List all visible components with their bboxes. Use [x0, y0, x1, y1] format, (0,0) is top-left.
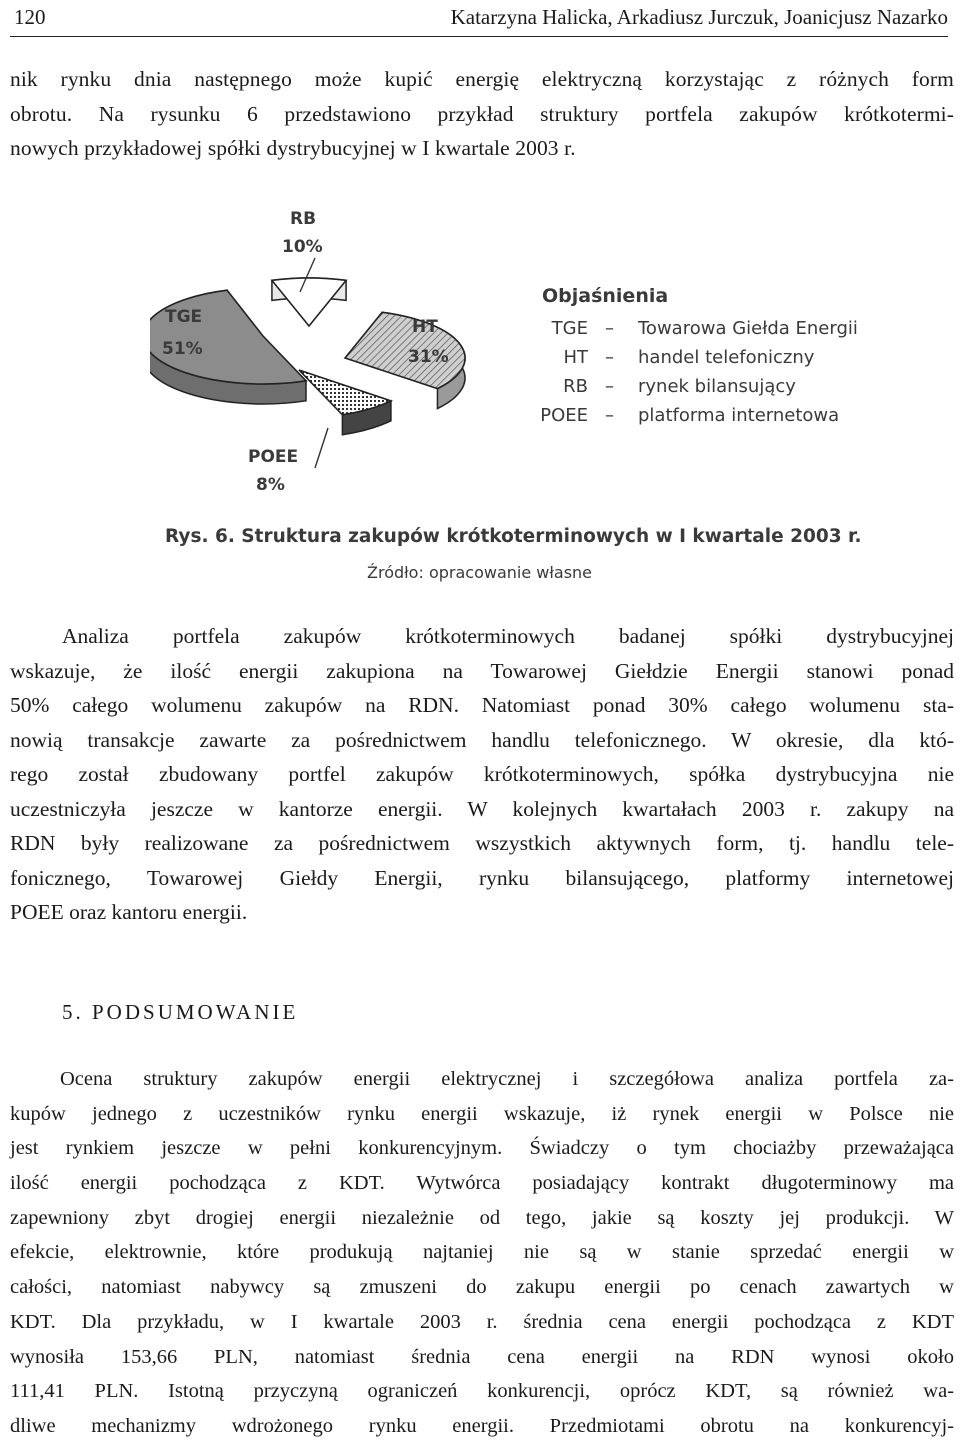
figure-source: Źródło: opracowanie własne	[367, 563, 593, 582]
figure-pie-chart	[150, 192, 910, 592]
legend-dash-ht: –	[605, 347, 614, 368]
legend-code-poee: POEE	[540, 405, 588, 426]
pie-label-poee: POEE	[248, 447, 299, 467]
legend-dash-tge: –	[605, 318, 614, 339]
paragraph-summary	[10, 1062, 954, 1444]
legend-dash-poee: –	[605, 405, 614, 426]
text-line: jest rynkiem jeszcze w pełni konkurencyjnym. Świadczy o tym chociażby przeważająca	[10, 1137, 954, 1160]
section-heading: 5. PODSUMOWANIE	[62, 1000, 299, 1024]
pie-label-rb: RB	[290, 209, 317, 229]
running-head-authors: Katarzyna Halicka, Arkadiusz Jurczuk, Joanicjusz Nazarko	[450, 5, 948, 29]
pie-chart-svg	[150, 192, 910, 592]
text-line: Ocena struktury zakupów energii elektrycznej i szczegółowa analiza portfela za-	[60, 1068, 954, 1090]
pie-label-ht: HT	[412, 317, 438, 337]
text-line: rego został zbudowany portfel zakupów krótkoterminowych, spółka dystrybucyjna nie	[10, 762, 954, 786]
text-line: obrotu. Na rysunku 6 przedstawiono przykład struktury portfela zakupów krótkotermi-	[10, 101, 954, 126]
text-line: całości, natomiast nabywcy są zmuszeni do zakupu energii po cenach zawartych w	[10, 1276, 954, 1299]
legend-title: Objaśnienia	[542, 285, 669, 307]
legend-dash-rb: –	[605, 376, 614, 397]
legend-desc-rb: rynek bilansujący	[638, 376, 796, 397]
legend-code-tge: TGE	[551, 318, 588, 339]
text-line: nowych przykładowej spółki dystrybucyjnej w I kwartale 2003 r.	[10, 136, 576, 160]
pie-label-tge: TGE	[165, 307, 203, 327]
legend-code-ht: HT	[563, 347, 588, 368]
text-line: uczestniczyła jeszcze w kantorze energii. W kolejnych kwartałach 2003 r. zakupy na	[10, 796, 954, 821]
paragraph-analysis	[10, 619, 954, 930]
text-line: 50% całego wolumenu zakupów na RDN. Natomiast ponad 30% całego wolumenu sta-	[10, 693, 954, 717]
text-line: fonicznego, Towarowej Giełdy Energii, rynku bilansującego, platformy internetowej	[10, 865, 954, 890]
legend-desc-poee: platforma internetowa	[638, 405, 840, 426]
pie-value-tge: 51%	[162, 339, 203, 359]
text-line: 111,41 PLN. Istotną przyczyną ograniczeń konkurencji, oprócz KDT, są również wa-	[10, 1380, 954, 1403]
text-line: zapewniony zbyt drogiej energii niezależnie od tego, jakie są koszty jej produkcji. W	[10, 1206, 954, 1229]
legend-desc-tge: Towarowa Giełda Energii	[638, 318, 858, 339]
text-line: Analiza portfela zakupów krótkoterminowych badanej spółki dystrybucyjnej	[62, 624, 954, 648]
text-line: efekcie, elektrownie, które produkują najtaniej nie są w stanie sprzedać energii w	[10, 1241, 954, 1264]
text-line: RDN były realizowane za pośrednictwem wszystkich aktywnych form, tj. handlu tele-	[10, 831, 954, 855]
text-line: kupów jednego z uczestników rynku energii wskazuje, iż rynek energii w Polsce nie	[10, 1102, 954, 1125]
legend-desc-ht: handel telefoniczny	[638, 347, 815, 368]
legend-code-rb: RB	[563, 376, 588, 397]
text-line: nik rynku dnia następnego może kupić energię elektryczną korzystając z różnych form	[10, 67, 954, 91]
text-line: KDT. Dla przykładu, w I kwartale 2003 r. średnia cena energii pochodząca z KDT	[10, 1310, 954, 1333]
text-line: ilość energii pochodząca z KDT. Wytwórca posiadający kontrakt długoterminowy ma	[10, 1172, 954, 1195]
pie-value-poee: 8%	[256, 475, 285, 495]
paragraph-intro	[10, 62, 954, 166]
figure-caption: Rys. 6. Struktura zakupów krótkoterminowych w I kwartale 2003 r.	[165, 526, 862, 547]
leader-line-poee	[315, 428, 328, 468]
text-line: wynosiła 153,66 PLN, natomiast średnia cena energii na RDN wynosi około	[10, 1345, 954, 1368]
text-line: POEE oraz kantoru energii.	[10, 900, 248, 924]
pie-value-rb: 10%	[282, 237, 323, 257]
text-line: dliwe mechanizmy wdrożonego rynku energii. Przedmiotami obrotu na konkurencyj-	[10, 1414, 954, 1437]
text-line: nowią transakcje zawarte za pośrednictwem handlu telefonicznego. W okresie, dla któ-	[10, 727, 954, 752]
page-header	[10, 2, 948, 37]
page-number: 120	[14, 5, 46, 29]
text-line: wskazuje, że ilość energii zakupiona na Towarowej Giełdzie Energii stanowi ponad	[10, 658, 954, 683]
pie-slice-rb	[272, 278, 346, 326]
pie-value-ht: 31%	[408, 347, 449, 367]
